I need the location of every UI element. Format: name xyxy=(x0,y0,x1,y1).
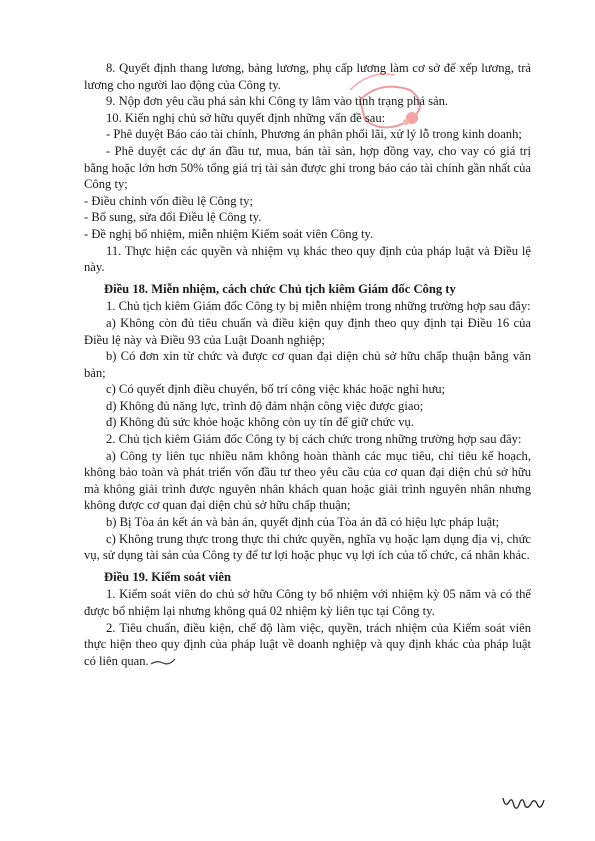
clause-10-item-capital: - Điều chỉnh vốn điều lệ Công ty; xyxy=(84,193,253,208)
article-18-para-1b: b) Có đơn xin từ chức và được cơ quan đại diện chủ sở hữu chấp thuận bằng văn bản; xyxy=(84,349,531,380)
article-19-heading: Điều 19. Kiểm soát viên xyxy=(104,569,231,584)
clause-8: 8. Quyết định thang lương, bảng lương, phụ cấp lương làm cơ sở để xếp lương, trả lương cho người lao động của Công ty. xyxy=(84,61,531,92)
document-body xyxy=(84,60,531,669)
clause-10-item-auditor: - Đề nghị bổ nhiệm, miễn nhiệm Kiểm soát viên Công ty. xyxy=(84,226,374,241)
article-18-para-2b: b) Bị Tòa án kết án và bản án, quyết định của Tòa án đã có hiệu lực pháp luật; xyxy=(106,515,500,530)
clause-10-item-investment: - Phê duyệt các dự án đầu tư, mua, bán tài sản, hợp đồng vay, cho vay có giá trị bằng hoặc lớn hơn 50% tổng giá trị tài sản được ghi trong báo cáo tài chính gần nhất của Công ty; xyxy=(84,143,531,192)
article-18-para-1c: c) Có quyết định điều chuyển, bố trí công việc khác hoặc nghỉ hưu; xyxy=(106,382,446,397)
article-18-para-2a: a) Công ty liên tục nhiều năm không hoàn thành các mục tiêu, chỉ tiêu kế hoạch, không bảo toàn và phát triển vốn đầu tư theo yêu cầu của cơ quan đại diện chủ sở hữu mà không giải trình được nguyên nhân khách quan hoặc giải trình nguyên nhân nhưng không được cơ quan đại diện chủ sở hữu chấp thuận; xyxy=(84,448,531,513)
clause-9: 9. Nộp đơn yêu cầu phá sản khi Công ty lâm vào tình trạng phá sản. xyxy=(106,94,449,109)
article-18-para-1dd: đ) Không đủ sức khỏe hoặc không còn uy tín để giữ chức vụ. xyxy=(106,415,414,430)
end-mark-squiggle xyxy=(149,657,177,667)
article-18-para-2: 2. Chủ tịch kiêm Giám đốc Công ty bị cách chức trong những trường hợp sau đây: xyxy=(106,432,522,447)
article-19-para-2 xyxy=(84,620,531,670)
clause-10: 10. Kiến nghị chủ sở hữu quyết định những vấn đề sau: xyxy=(106,110,386,125)
article-18-para-1d: d) Không đủ năng lực, trình độ đảm nhận công việc được giao; xyxy=(106,398,424,413)
article-18-para-1: 1. Chủ tịch kiêm Giám đốc Công ty bị miễn nhiệm trong những trường hợp sau đây: xyxy=(106,299,531,314)
article-19-para-2-text: 2. Tiêu chuẩn, điều kiện, chế độ làm việc, quyền, trách nhiệm của Kiểm soát viên thực hiện theo quy định của pháp luật về doanh nghiệp và quy định khác của pháp luật có liên quan. xyxy=(84,620,531,668)
clause-10-item-financial: - Phê duyệt Báo cáo tài chính, Phương án phân phối lãi, xử lý lỗ trong kinh doanh; xyxy=(106,127,522,142)
article-18-para-1a: a) Không còn đủ tiêu chuẩn và điều kiện quy định theo quy định tại Điều 16 của Điều lệ này và Điều 93 của Luật Doanh nghiệp; xyxy=(84,315,531,347)
handwritten-initial-signature xyxy=(500,790,546,814)
clause-11: 11. Thực hiện các quyền và nhiệm vụ khác theo quy định của pháp luật và Điều lệ này. xyxy=(84,243,531,275)
article-18-para-2c: c) Không trung thực trong thực thi chức quyền, nghĩa vụ hoặc lạm dụng địa vị, chức vụ, sử dụng tài sản của Công ty để tư lợi hoặc phục vụ lợi ích của tổ chức, cá nhân khác. xyxy=(84,531,531,563)
article-19-para-1: 1. Kiểm soát viên do chủ sở hữu Công ty bổ nhiệm với nhiệm kỳ 05 năm và có thể được bổ nhiệm lại nhưng không quá 02 nhiệm kỳ liên tục tại Công ty. xyxy=(84,587,531,618)
clause-10-item-charter: - Bổ sung, sửa đổi Điều lệ Công ty. xyxy=(84,210,262,225)
article-18-heading: Điều 18. Miễn nhiệm, cách chức Chủ tịch kiêm Giám đốc Công ty xyxy=(104,281,456,296)
